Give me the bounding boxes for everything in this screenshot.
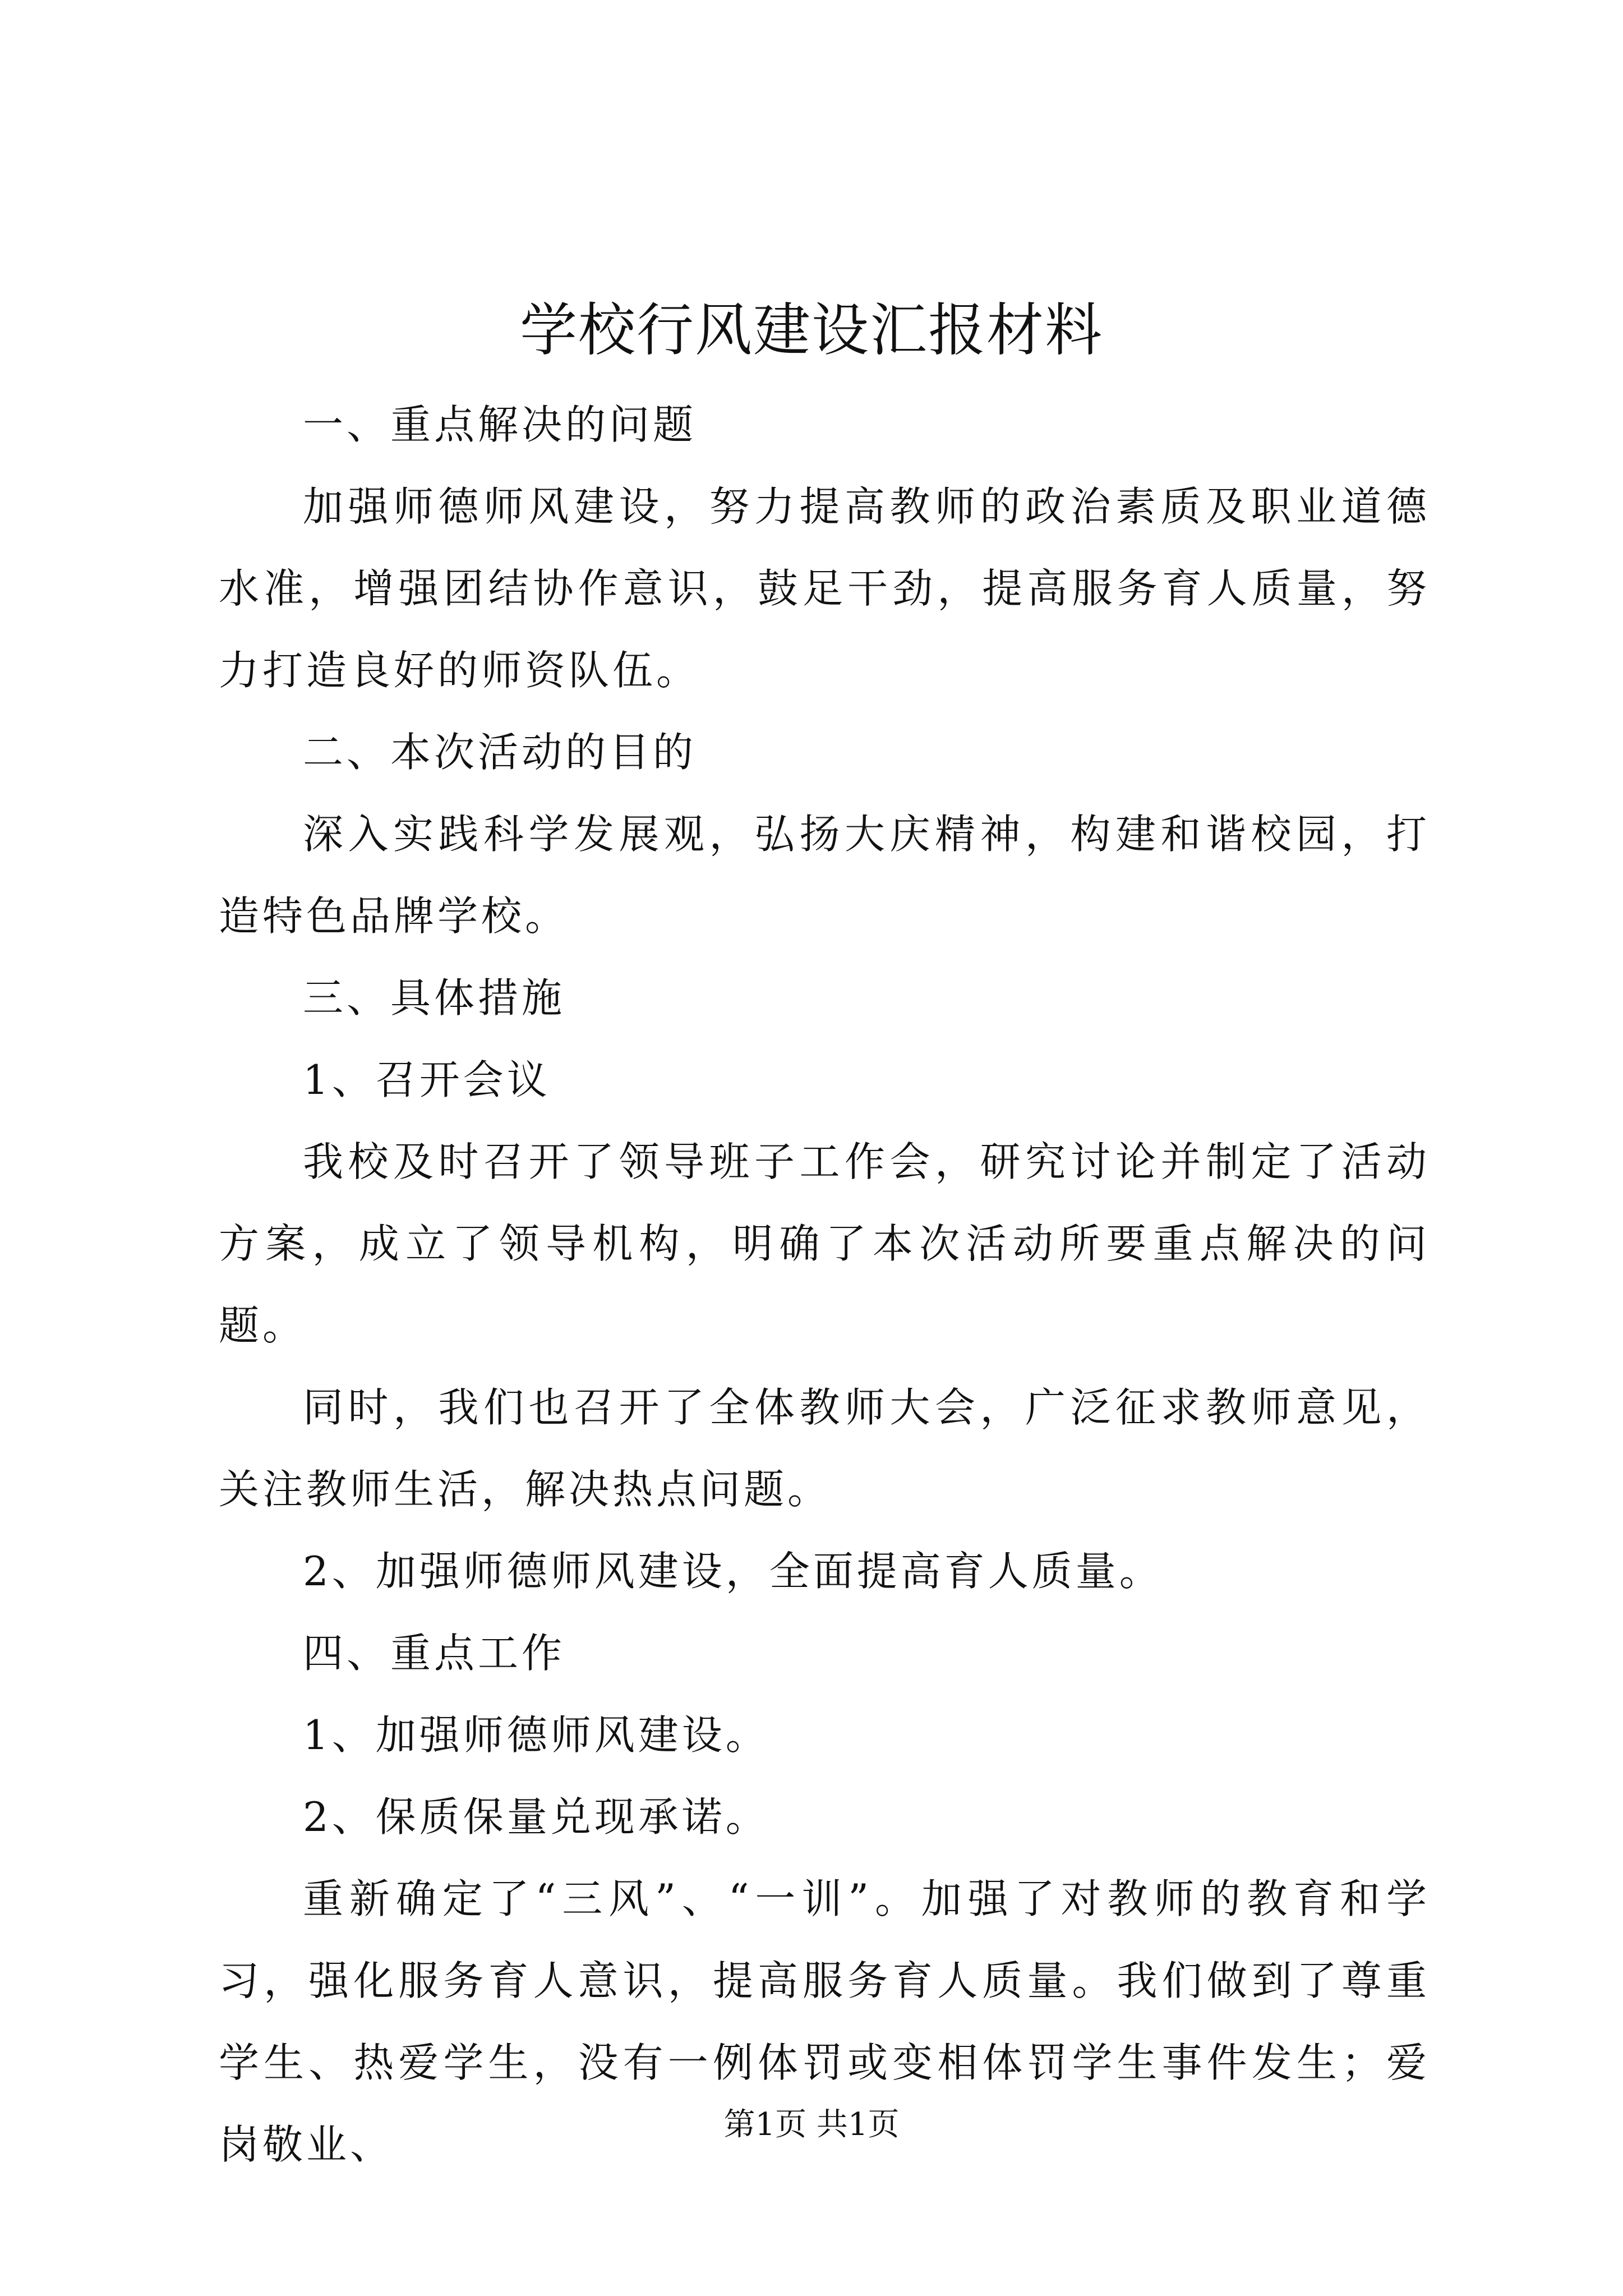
paragraph: 深入实践科学发展观，弘扬大庆精神，构建和谐校园，打造特色品牌学校。: [219, 811, 1430, 940]
paragraph: 加强师德师风建设，努力提高教师的政治素质及职业道德水准，增强团结协作意识，鼓足干劲，提高服务育人质量，努力打造良好的师资队伍。: [219, 483, 1430, 694]
document-title: 学校行风建设汇报材料: [520, 297, 1103, 364]
document-body: [219, 384, 1430, 2185]
paragraph: 重新确定了“三风”、“一训”。加强了对教师的教育和学习，强化服务育人意识，提高服务育人质量。我们做到了尊重学生、热爱学生，没有一例体罚或变相体罚学生事件发生；爱岗敬业、: [219, 1875, 1430, 2168]
section-heading-4: 四、重点工作: [303, 1630, 566, 1677]
subheading: 2、保质保量兑现承诺。: [303, 1793, 769, 1841]
section-heading-2: 二、本次活动的目的: [303, 729, 697, 776]
paragraph: 我校及时召开了领导班子工作会，研究讨论并制定了活动方案，成立了领导机构，明确了本次活动所要重点解决的问题。: [219, 1138, 1430, 1349]
section-heading-3: 三、具体措施: [303, 974, 566, 1022]
subheading: 1、召开会议: [303, 1056, 551, 1103]
page-footer: 第1页 共1页: [723, 2106, 900, 2143]
paragraph: 同时，我们也召开了全体教师大会，广泛征求教师意见，关注教师生活，解决热点问题。: [219, 1384, 1430, 1513]
subheading: 1、加强师德师风建设。: [303, 1711, 769, 1759]
subheading: 2、加强师德师风建设，全面提高育人质量。: [303, 1548, 1163, 1595]
section-heading-1: 一、重点解决的问题: [303, 401, 697, 448]
